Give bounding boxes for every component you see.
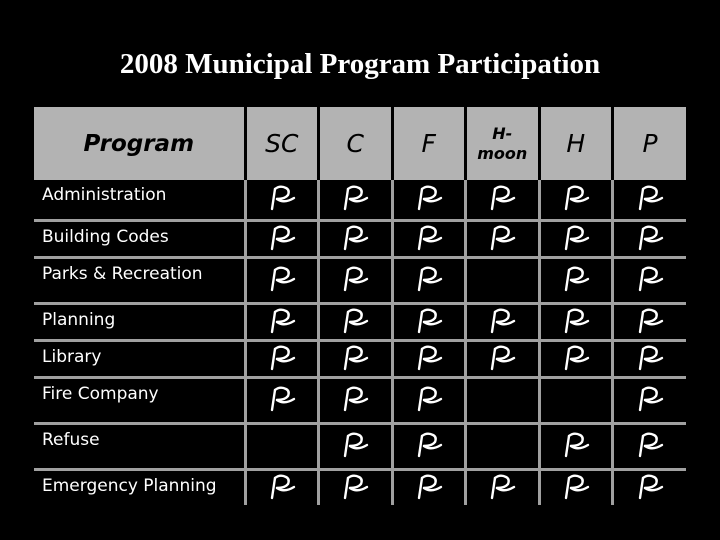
cell-p [613, 377, 687, 423]
column-header-h-moon: H- moon [466, 107, 540, 180]
cell-c [319, 423, 393, 469]
check-flag-icon [561, 429, 591, 459]
cell-f [392, 340, 466, 377]
check-flag-icon [414, 429, 444, 459]
check-flag-icon [267, 263, 297, 293]
cell-h-moon [466, 220, 540, 257]
program-name: Parks & Recreation [34, 257, 245, 303]
table-row [34, 180, 686, 220]
cell-h [539, 340, 613, 377]
check-flag-icon [267, 342, 297, 372]
check-flag-icon [487, 305, 517, 335]
check-flag-icon [487, 182, 517, 212]
check-flag-icon [340, 471, 370, 501]
cell-c [319, 180, 393, 220]
table-row [34, 340, 686, 377]
check-flag-icon [340, 182, 370, 212]
table-row [34, 257, 686, 303]
cell-f [392, 423, 466, 469]
check-flag-icon [340, 383, 370, 413]
cell-sc [245, 340, 319, 377]
cell-h [539, 180, 613, 220]
check-flag-icon [487, 342, 517, 372]
program-name: Fire Company [34, 377, 245, 423]
cell-sc [245, 180, 319, 220]
check-flag-icon [487, 222, 517, 252]
check-flag-icon [561, 305, 591, 335]
check-flag-icon [635, 471, 665, 501]
check-flag-icon [414, 182, 444, 212]
check-flag-icon [414, 305, 444, 335]
check-flag-icon [414, 471, 444, 501]
check-flag-icon [561, 222, 591, 252]
check-flag-icon [635, 342, 665, 372]
cell-sc [245, 303, 319, 340]
cell-f [392, 469, 466, 505]
column-header-c: C [319, 107, 393, 180]
cell-c [319, 303, 393, 340]
check-flag-icon [267, 222, 297, 252]
cell-h-moon [466, 303, 540, 340]
participation-table [34, 107, 686, 505]
cell-h-moon [466, 340, 540, 377]
cell-h-moon [466, 257, 540, 303]
cell-f [392, 257, 466, 303]
cell-p [613, 257, 687, 303]
cell-f [392, 180, 466, 220]
check-flag-icon [267, 383, 297, 413]
check-flag-icon [340, 342, 370, 372]
check-flag-icon [340, 222, 370, 252]
check-flag-icon [635, 263, 665, 293]
column-header-h: H [539, 107, 613, 180]
table-row [34, 303, 686, 340]
cell-sc [245, 377, 319, 423]
check-flag-icon [267, 471, 297, 501]
program-name: Emergency Planning [34, 469, 245, 505]
table-row [34, 220, 686, 257]
column-header-program: Program [34, 107, 245, 180]
table-row [34, 377, 686, 423]
cell-f [392, 220, 466, 257]
check-flag-icon [414, 222, 444, 252]
cell-c [319, 469, 393, 505]
page-title: 2008 Municipal Program Participation [119, 48, 601, 80]
cell-h-moon [466, 377, 540, 423]
check-flag-icon [414, 263, 444, 293]
cell-h-moon [466, 469, 540, 505]
check-flag-icon [635, 383, 665, 413]
check-flag-icon [561, 342, 591, 372]
check-flag-icon [414, 342, 444, 372]
check-flag-icon [635, 305, 665, 335]
cell-sc [245, 220, 319, 257]
cell-h [539, 257, 613, 303]
table-row [34, 423, 686, 469]
cell-p [613, 303, 687, 340]
cell-f [392, 303, 466, 340]
check-flag-icon [561, 182, 591, 212]
cell-c [319, 340, 393, 377]
column-header-f: F [392, 107, 466, 180]
check-flag-icon [340, 263, 370, 293]
check-flag-icon [635, 222, 665, 252]
check-flag-icon [487, 471, 517, 501]
cell-h [539, 220, 613, 257]
cell-c [319, 220, 393, 257]
cell-h [539, 303, 613, 340]
cell-f [392, 377, 466, 423]
table-row [34, 469, 686, 505]
cell-p [613, 423, 687, 469]
check-flag-icon [414, 383, 444, 413]
cell-h-moon [466, 423, 540, 469]
check-flag-icon [561, 471, 591, 501]
cell-p [613, 180, 687, 220]
program-name: Refuse [34, 423, 245, 469]
cell-sc [245, 423, 319, 469]
column-header-sc: SC [245, 107, 319, 180]
cell-h [539, 377, 613, 423]
check-flag-icon [635, 429, 665, 459]
header-row [34, 107, 686, 180]
cell-c [319, 377, 393, 423]
cell-p [613, 340, 687, 377]
check-flag-icon [340, 429, 370, 459]
cell-sc [245, 469, 319, 505]
program-name: Administration [34, 180, 245, 220]
program-name: Building Codes [34, 220, 245, 257]
cell-h [539, 469, 613, 505]
program-name: Library [34, 340, 245, 377]
cell-h [539, 423, 613, 469]
check-flag-icon [267, 182, 297, 212]
check-flag-icon [635, 182, 665, 212]
cell-h-moon [466, 180, 540, 220]
cell-c [319, 257, 393, 303]
cell-p [613, 220, 687, 257]
program-name: Planning [34, 303, 245, 340]
cell-p [613, 469, 687, 505]
cell-sc [245, 257, 319, 303]
check-flag-icon [561, 263, 591, 293]
check-flag-icon [267, 305, 297, 335]
column-header-p: P [613, 107, 687, 180]
check-flag-icon [340, 305, 370, 335]
